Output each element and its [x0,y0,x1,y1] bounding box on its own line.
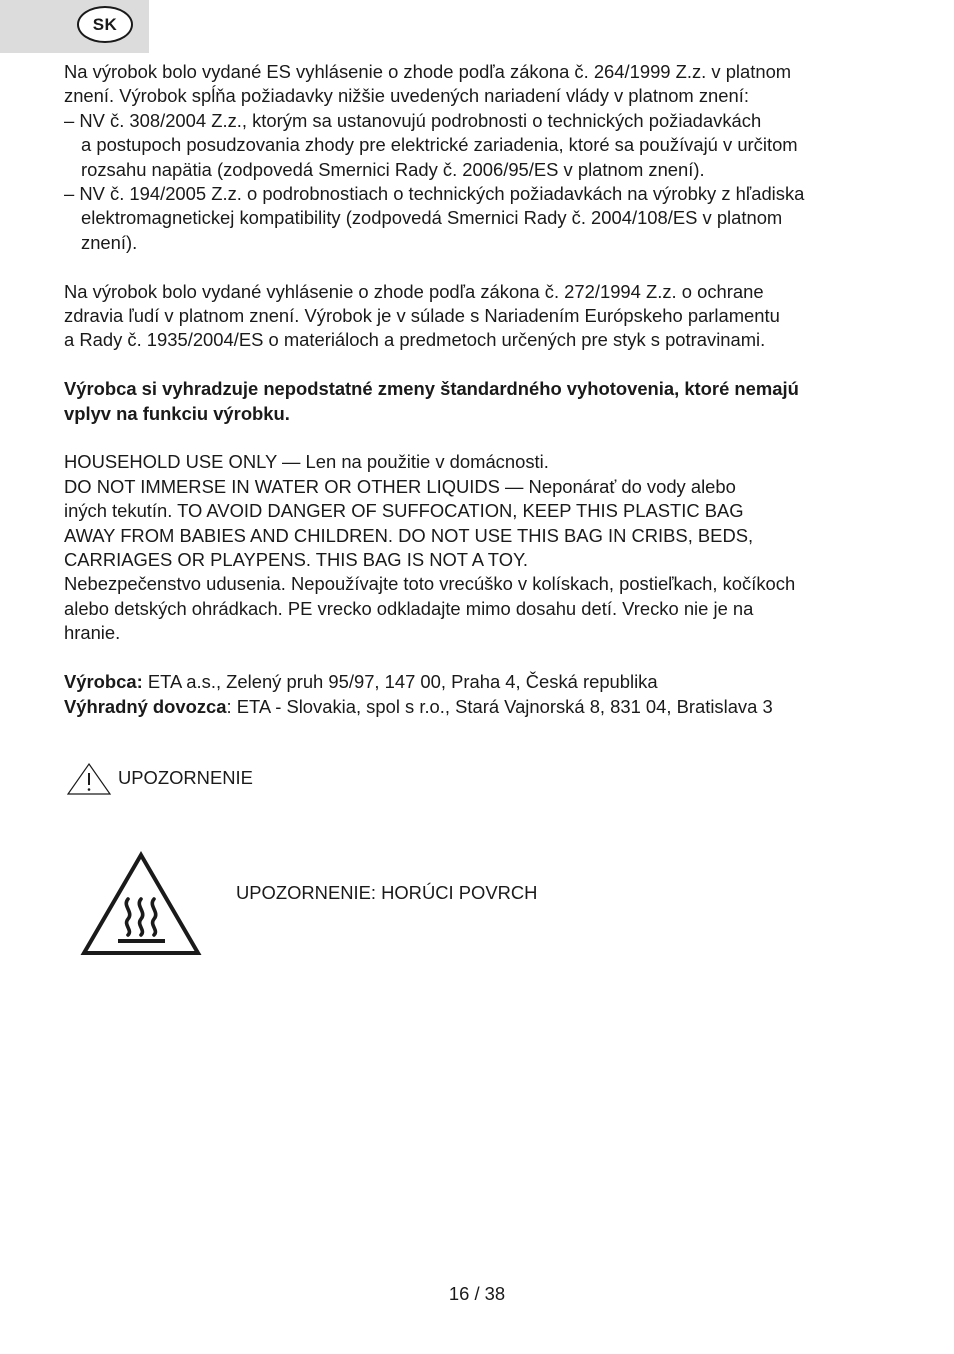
text-line: HOUSEHOLD USE ONLY — Len na použitie v domácnosti. [64,451,549,473]
text-line: – NV č. 194/2005 Z.z. o podrobnostiach o technických požiadavkách na výrobky z hľadiska [64,183,805,205]
text-line: Na výrobok bolo vydané vyhlásenie o zhode podľa zákona č. 272/1994 Z.z. o ochrane [64,280,764,302]
text-line: zdravia ľudí v platnom znení. Výrobok je v súlade s Nariadením Európskeho parlamentu [64,305,780,327]
document-body [64,60,900,719]
hot-surface-warning-text: UPOZORNENIE: HORÚCI POVRCH [236,882,538,903]
text-line: – NV č. 308/2004 Z.z., ktorým sa ustanovujú podrobnosti o technických požiadavkách [64,109,762,131]
notice-line: vplyv na funkciu výrobku. [64,402,290,424]
text-line: alebo detských ohrádkach. PE vrecko odkladajte mimo dosahu detí. Vrecko nie je na [64,597,754,619]
importer-value: : ETA - Slovakia, spol s r.o., Stará Vajnorská 8, 831 04, Bratislava 3 [226,695,773,717]
text-line: CARRIAGES OR PLAYPENS. THIS BAG IS NOT A TOY. [64,549,529,571]
text-line: Nebezpečenstvo udusenia. Nepoužívajte toto vrecúško v kolískach, postieľkach, kočíkoch [64,573,796,595]
warning-triangle-icon [66,762,112,796]
manufacturer-line [64,670,900,694]
language-tab [0,0,149,53]
manufacturer-label: Výrobca: [64,671,143,693]
manufacturer-value: ETA a.s., Zelený pruh 95/97, 147 00, Praha 4, Česká republika [142,671,658,693]
text-line: znení). [81,231,138,253]
page-number: 16 / 38 [448,1283,506,1304]
text-line: a postupoch posudzovania zhody pre elektrické zariadenia, ktoré sa používajú v určitom [81,134,798,156]
text-line: znení. Výrobok spĺňa požiadavky nižšie uvedených nariadení vlády v platnom znení: [64,85,749,107]
importer-line [64,695,900,719]
text-line: Na výrobok bolo vydané ES vyhlásenie o zhode podľa zákona č. 264/1999 Z.z. v platnom [64,61,792,82]
hot-surface-icon [79,851,203,957]
notice-line: Výrobca si vyhradzuje nepodstatné zmeny štandardného vyhotovenia, ktoré nemajú [64,378,799,400]
importer-label: Výhradný dovozca [64,695,227,717]
language-badge: SK [77,6,133,43]
general-warning-text: UPOZORNENIE [118,767,253,788]
text-line: a Rady č. 1935/2004/ES o materiáloch a predmetoch určených pre styk s potravinami. [64,329,766,351]
text-line: hranie. [64,622,121,644]
text-line: AWAY FROM BABIES AND CHILDREN. DO NOT USE THIS BAG IN CRIBS, BEDS, [64,524,754,546]
text-line: elektromagnetickej kompatibility (zodpovedá Smernici Rady č. 2004/108/ES v platnom [81,207,783,229]
text-line: DO NOT IMMERSE IN WATER OR OTHER LIQUIDS — Neponárať do vody alebo [64,475,736,497]
text-line: rozsahu napätia (zodpovedá Smernici Rady č. 2006/95/ES v platnom znení). [81,158,705,180]
text-line: iných tekutín. TO AVOID DANGER OF SUFFOCATION, KEEP THIS PLASTIC BAG [64,500,744,522]
